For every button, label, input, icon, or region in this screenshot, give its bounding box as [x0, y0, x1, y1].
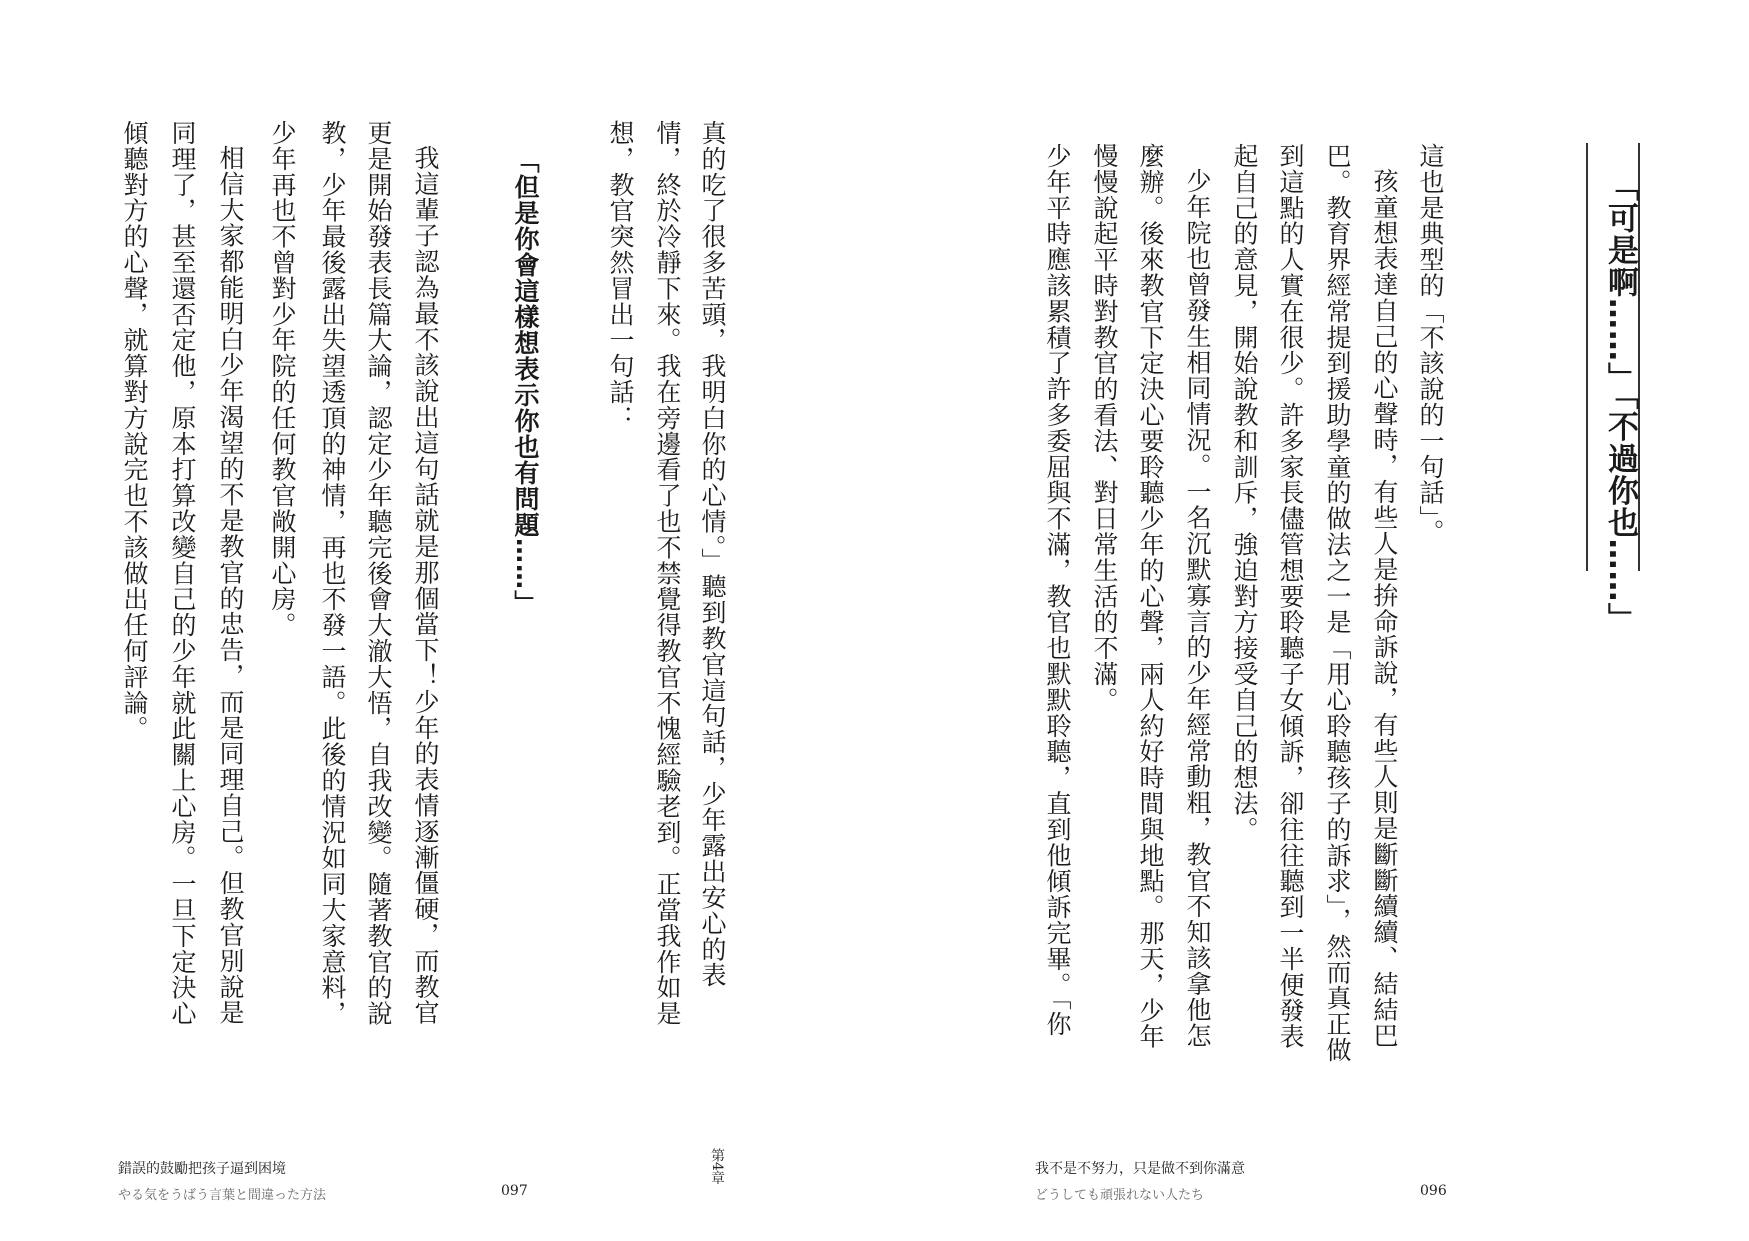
text-column: 情，終於冷靜下來。我在旁邊看了也不禁覺得教官不愧經驗老到。正當我作如是 [653, 120, 682, 1027]
text-column: 我這輩子認為最不該說出這句話就是那個當下！少年的表情逐漸僵硬，而教官 [411, 145, 440, 1026]
page-number-left: 097 [501, 1183, 528, 1199]
text-column: 想，教官突然冒出一句話： [606, 120, 635, 431]
left-footer-title: 錯誤的鼓勵把孩子逼到困境 [118, 1161, 286, 1177]
text-column: 少年院也曾發生相同情況。一名沉默寡言的少年經常動粗，教官不知該拿他怎 [1183, 168, 1212, 1049]
text-column: 這也是典型的「不該說的一句話」。 [1416, 143, 1445, 545]
section-heading: 「可是啊……」「不過你也……」 [1602, 170, 1638, 635]
page-number-right: 096 [1420, 1183, 1447, 1199]
text-column: 相信大家都能明白少年渴望的不是教官的忠告，而是同理自己。但教官別說是 [216, 145, 245, 1026]
quote-heading: 「但是你會這樣想表示你也有問題……」 [511, 148, 540, 616]
left-footer-subtitle: やる気をうばう言葉と間違った方法 [118, 1188, 327, 1203]
text-column: 同理了，甚至還否定他，原本打算改變自己的少年就此關上心房。一旦下定決心 [168, 120, 197, 1027]
heading-rule-left [1586, 143, 1588, 571]
text-column: 麼辦。後來教官下定決心要聆聽少年的心聲，兩人約好時間與地點。那天，少年 [1136, 143, 1165, 1050]
text-column: 傾聽對方的心聲，就算對方說完也不該做出任何評論。 [120, 120, 149, 742]
text-column: 更是開始發表長篇大論，認定少年聽完後會大澈大悟，自我改變。隨著教官的說 [364, 120, 393, 1027]
right-footer-subtitle: どうしても頑張れない人たち [1035, 1188, 1205, 1203]
text-column: 教，少年最後露出失望透頂的神情，再也不發一語。此後的情況如同大家意料， [318, 120, 347, 1027]
text-column: 起自己的意見，開始說教和訓斥，強迫對方接受自己的想法。 [1230, 143, 1259, 843]
text-column: 真的吃了很多苦頭，我明白你的心情。」聽到教官這句話，少年露出安心的表 [698, 120, 727, 989]
text-column: 少年再也不曾對少年院的任何教官敞開心房。 [268, 120, 297, 638]
text-column: 少年平時應該累積了許多委屈與不滿，教官也默默聆聽，直到他傾訴完畢。「你 [1043, 143, 1072, 1037]
text-column: 到這點的人實在很少。許多家長儘管想要聆聽子女傾訴，卻往往聽到一半便發表 [1276, 143, 1305, 1050]
chapter-marker: 第4章 [709, 1148, 725, 1185]
right-footer-title: 我不是不努力，只是做不到你滿意 [1035, 1161, 1245, 1177]
text-column: 巴。教育界經常提到援助學童的做法之一是「用心聆聽孩子的訴求」，然而真正做 [1323, 143, 1352, 1063]
text-column: 慢慢說起平時對教官的看法、對日常生活的不滿。 [1090, 143, 1119, 713]
text-column: 孩童想表達自己的心聲時，有些人是拚命訴說，有些人則是斷斷續續、結結巴 [1370, 168, 1399, 1049]
